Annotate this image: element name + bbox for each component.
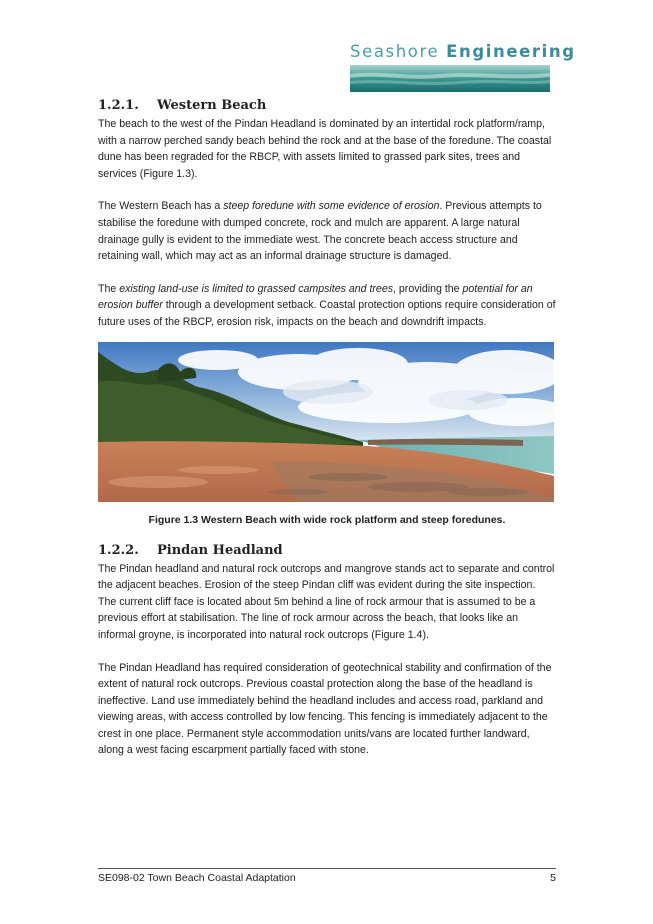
pindan-headland-paragraph-2: The Pindan Headland has required consideration of geotechnical stability and confirmation of the extent of natural rock outcrops. Previous coastal protection along the base of the headland is ineffective. Land use immediately behind the headland includes and access road, parkland and viewing areas, with access controlled by low fencing. This fencing is immediately adjacent to the crest in one place. Permanent style accommodation units/vans are located further landward, along a west facing escarpment partially faced with stone. — [98, 661, 552, 757]
company-logo — [350, 42, 576, 92]
western-beach-paragraph-2: The Western Beach has a steep foredune with some evidence of erosion. Previous attempts to stabilise the foredune with dumped concrete, rock and mulch are apparent. A large natural drainage gully is evident to the immediate west. The concrete beach access structure and retaining wall, which may act as an informal drainage structure is damaged. — [98, 200, 542, 263]
section-title: Western Beach — [157, 98, 267, 113]
figure-caption: Figure 1.3 Western Beach with wide rock platform and steep foredunes. — [148, 513, 506, 526]
footer-document-title: SE098-02 Town Beach Coastal Adaptation — [98, 872, 296, 884]
page-footer — [98, 868, 556, 884]
section-number: 1.2.1. — [98, 98, 139, 113]
section-title: Pindan Headland — [157, 542, 283, 558]
western-beach-photo — [98, 342, 554, 502]
section-heading-pindan-headland — [98, 541, 556, 561]
logo-word-engineering: Engineering — [446, 42, 576, 61]
logo-wordmark — [350, 42, 576, 62]
western-beach-paragraph-1: The beach to the west of the Pindan Headland is dominated by an intertidal rock platform/ramp, with a narrow perched sandy beach behind the rock and at the base of the foredune. The coastal dune has been regraded for the RBCP, with assets limited to grassed park sites, trees and services (Figure 1.3). — [98, 118, 552, 180]
logo-wave-band — [350, 65, 550, 92]
footer-page-number: 5 — [550, 872, 556, 884]
page-content — [98, 96, 556, 759]
logo-word-seashore: Seashore — [350, 42, 440, 61]
section-number: 1.2.2. — [98, 542, 139, 558]
section-heading-western-beach — [98, 96, 556, 116]
western-beach-paragraph-3: The existing land-use is limited to grassed campsites and trees, providing the potential for an erosion buffer through a development setback. Coastal protection options require consideration of future uses of the RBCP, erosion risk, impacts on the beach and downdrift impacts. — [98, 282, 556, 328]
pindan-headland-paragraph-1: The Pindan headland and natural rock outcrops and mangrove stands act to separate and control the adjacent beaches. Erosion of the steep Pindan cliff was evident during the site inspection. The current cliff face is located about 5m behind a line of rock armour that is assumed to be a previous effort at stabilisation. The line of rock armour across the beach, that looks like an informal groyne, is incorporated into natural rock outcrops (Figure 1.4). — [98, 562, 555, 641]
